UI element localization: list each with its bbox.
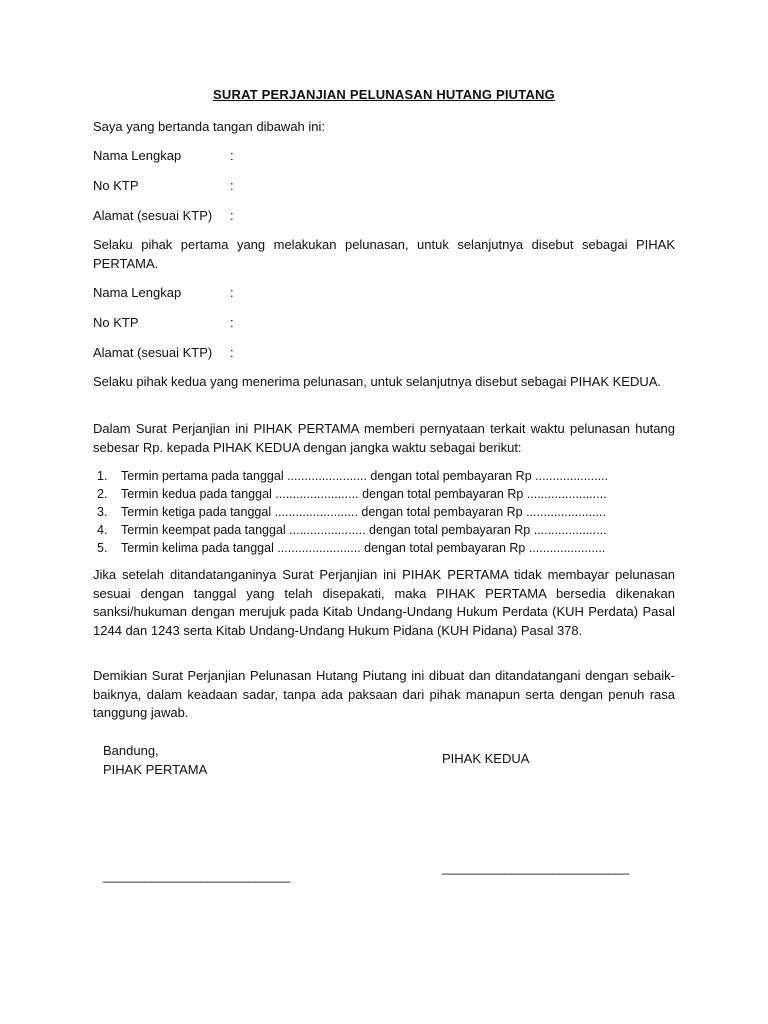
payment-terms-list <box>93 467 675 557</box>
field-label: Nama Lengkap <box>93 285 182 300</box>
intro-text: Saya yang bertanda tangan dibawah ini: <box>93 119 326 134</box>
list-item <box>93 521 675 539</box>
list-text: Termin ketiga pada tanggal ........................ dengan total pembayaran Rp ....................... <box>121 505 606 519</box>
document-title: SURAT PERJANJIAN PELUNASAN HUTANG PIUTANG <box>213 87 555 102</box>
list-item <box>93 467 675 485</box>
list-item <box>93 485 675 503</box>
list-number: 4. <box>97 523 108 537</box>
list-number: 5. <box>97 541 108 555</box>
list-text: Termin kelima pada tanggal ........................ dengan total pembayaran Rp ...................... <box>121 541 606 555</box>
signature-party2-label: PIHAK KEDUA <box>442 751 530 766</box>
field-separator: : <box>230 178 234 193</box>
party2-address-field <box>93 345 234 360</box>
list-text: Termin pertama pada tanggal ....................... dengan total pembayaran Rp ..................... <box>121 469 609 483</box>
list-item <box>93 539 675 557</box>
closing-paragraph: Demikian Surat Perjanjian Pelunasan Hutang Piutang ini dibuat dan ditandatangani dengan sebaik-baiknya, dalam keadaan sadar, tanpa ada paksaan dari pihak manapun serta dengan penuh rasa tanggung jawab. <box>93 668 675 720</box>
field-label: Alamat (sesuai KTP) <box>93 345 213 360</box>
signature-line-party2: ___________________________ <box>442 860 630 875</box>
field-separator: : <box>230 315 234 330</box>
list-number: 1. <box>97 469 108 483</box>
party1-address-field <box>93 208 234 223</box>
penalty-paragraph: Jika setelah ditandatanganinya Surat Perjanjian ini PIHAK PERTAMA tidak membayar pelunasan sesuai dengan tanggal yang telah disepakati, maka PIHAK PERTAMA bersedia dikenakan sanksi/hukuman dengan merujuk pada Kitab Undang-Undang Hukum Perdata (KUH Perdata) Pasal 1244 dan 1243 serta Kitab Undang-Undang Hukum Pidana (KUH Pidana) Pasal 378. <box>93 567 675 638</box>
list-item <box>93 503 675 521</box>
party1-description: Selaku pihak pertama yang melakukan pelunasan, untuk selanjutnya disebut sebagai PIHAK PERTAMA. <box>93 237 675 271</box>
party1-name-field <box>93 148 234 163</box>
list-number: 3. <box>97 505 108 519</box>
party2-ktp-field <box>93 315 234 330</box>
list-number: 2. <box>97 487 108 501</box>
field-separator: : <box>230 345 234 360</box>
party2-description: Selaku pihak kedua yang menerima pelunasan, untuk selanjutnya disebut sebagai PIHAK KEDUA. <box>93 374 662 389</box>
field-label: No KTP <box>93 178 139 193</box>
list-text: Termin kedua pada tanggal ........................ dengan total pembayaran Rp ....................... <box>121 487 607 501</box>
field-separator: : <box>230 208 234 223</box>
signature-block-party1 <box>103 742 207 779</box>
field-separator: : <box>230 285 234 300</box>
signature-party1-label: PIHAK PERTAMA <box>103 761 208 777</box>
field-label: Alamat (sesuai KTP) <box>93 208 213 223</box>
agreement-paragraph: Dalam Surat Perjanjian ini PIHAK PERTAMA memberi pernyataan terkait waktu pelunasan hutang sebesar Rp. kepada PIHAK KEDUA dengan jangka waktu sebagai berikut: <box>93 421 675 455</box>
party2-name-field <box>93 285 234 300</box>
signature-line-party1: ___________________________ <box>103 868 291 883</box>
field-label: No KTP <box>93 315 139 330</box>
field-separator: : <box>230 148 234 163</box>
party1-ktp-field <box>93 178 234 193</box>
field-label: Nama Lengkap <box>93 148 182 163</box>
signature-place: Bandung, <box>103 743 159 758</box>
list-text: Termin keempat pada tanggal ...................... dengan total pembayaran Rp ..................... <box>121 523 607 537</box>
